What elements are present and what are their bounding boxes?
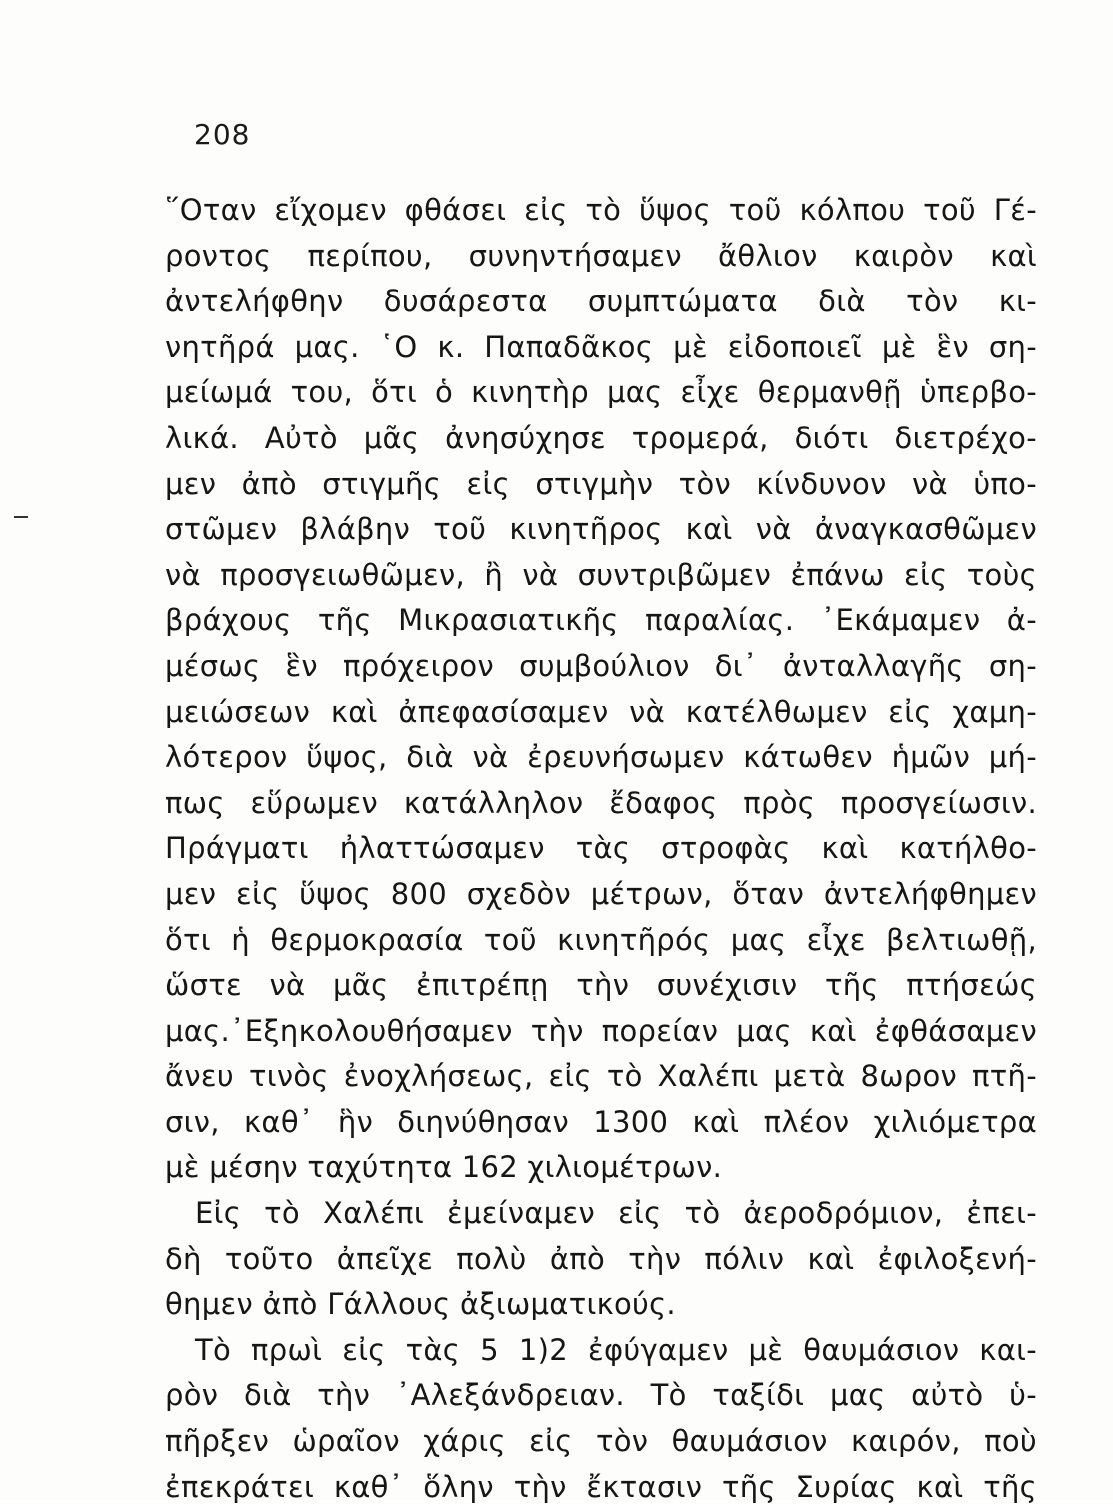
text-line: ρὸν διὰ τὴν ᾿Αλεξάνδρειαν. Τὸ ταξίδι μας αὐτὸ ὑ- (165, 1378, 1037, 1413)
margin-mark (14, 516, 28, 518)
text-line: μείωμά του, ὅτι ὁ κινητὴρ μας εἶχε θερμανθῇ ὑπερβο- (165, 375, 1037, 410)
text-line: μειώσεων καὶ ἀπεφασίσαμεν νὰ κατέλθωμεν εἰς χαμη- (165, 694, 1037, 729)
text-line: σιν, καθ᾿ ἣν διηνύθησαν 1300 καὶ πλέον χιλιόμετρα (165, 1104, 1037, 1139)
text-line: πως εὕρωμεν κατάλληλον ἔδαφος πρὸς προσγείωσιν. (165, 785, 1037, 820)
text-line: μέσως ἓν πρόχειρον συμβούλιον δι᾿ ἀνταλλαγῆς ση- (165, 648, 1037, 683)
text-line: ροντος περίπου, συνηντήσαμεν ἄθλιον καιρὸν καὶ (165, 238, 1037, 273)
text-line: δὴ τοῦτο ἀπεῖχε πολὺ ἀπὸ τὴν πόλιν καὶ ἐφιλοξενή- (165, 1241, 1037, 1276)
text-line: Τὸ πρωὶ εἰς τὰς 5 1)2 ἐφύγαμεν μὲ θαυμάσιον και- (195, 1332, 1037, 1367)
text-line: ὥστε νὰ μᾶς ἐπιτρέπῃ τὴν συνέχισιν τῆς πτήσεώς (165, 968, 1037, 1003)
text-line: Εἰς τὸ Χαλέπι ἐμείναμεν εἰς τὸ ἀεροδρόμιον, ἐπει- (195, 1196, 1037, 1231)
text-line: ἐπεκράτει καθ᾿ ὅλην τὴν ἔκτασιν τῆς Συρίας καὶ τῆς (165, 1469, 1037, 1504)
text-line: βράχους τῆς Μικρασιατικῆς παραλίας. ᾿Εκάμαμεν ἀ- (165, 603, 1037, 638)
text-line: νὰ προσγειωθῶμεν, ἢ νὰ συντριβῶμεν ἐπάνω εἰς τοὺς (165, 557, 1037, 592)
text-line: μεν ἀπὸ στιγμῆς εἰς στιγμὴν τὸν κίνδυνον νὰ ὑπο- (165, 466, 1037, 501)
page-number: 208 (194, 118, 251, 151)
text-line: ἀντελήφθην δυσάρεστα συμπτώματα διὰ τὸν κι- (165, 284, 1037, 319)
text-line: θημεν ἀπὸ Γάλλους ἀξιωματικούς. (165, 1287, 676, 1322)
text-line: ἄνευ τινὸς ἐνοχλήσεως, εἰς τὸ Χαλέπι μετὰ 8ωρον πτῆ- (165, 1059, 1037, 1094)
text-line: στῶμεν βλάβην τοῦ κινητῆρος καὶ νὰ ἀναγκασθῶμεν (165, 512, 1037, 547)
text-line: νητῆρά μας. ῾Ο κ. Παπαδᾶκος μὲ εἰδοποιεῖ μὲ ἓν ση- (165, 329, 1037, 364)
text-line: Πράγματι ἠλαττώσαμεν τὰς στροφὰς καὶ κατήλθο- (165, 831, 1037, 866)
text-line: λικά. Αὐτὸ μᾶς ἀνησύχησε τρομερά, διότι διετρέχο- (165, 420, 1037, 455)
text-line: λότερον ὕψος, διὰ νὰ ἐρευνήσωμεν κάτωθεν ἡμῶν μή- (165, 740, 1037, 775)
text-line: μεν εἰς ὕψος 800 σχεδὸν μέτρων, ὅταν ἀντελήφθημεν (165, 876, 1037, 911)
text-line: ὅτι ἡ θερμοκρασία τοῦ κινητῆρός μας εἶχε βελτιωθῇ, (165, 922, 1037, 957)
text-line: μας.᾿Εξηκολουθήσαμεν τὴν πορείαν μας καὶ ἐφθάσαμεν (165, 1013, 1037, 1048)
text-line: ῞Οταν εἴχομεν φθάσει εἰς τὸ ὕψος τοῦ κόλπου τοῦ Γέ- (165, 193, 1037, 227)
text-line: μὲ μέσην ταχύτητα 162 χιλιομέτρων. (165, 1150, 723, 1185)
body-text (165, 188, 1037, 1510)
text-line: πῆρξεν ὡραῖον χάρις εἰς τὸν θαυμάσιον καιρόν, ποὺ (165, 1424, 1037, 1459)
